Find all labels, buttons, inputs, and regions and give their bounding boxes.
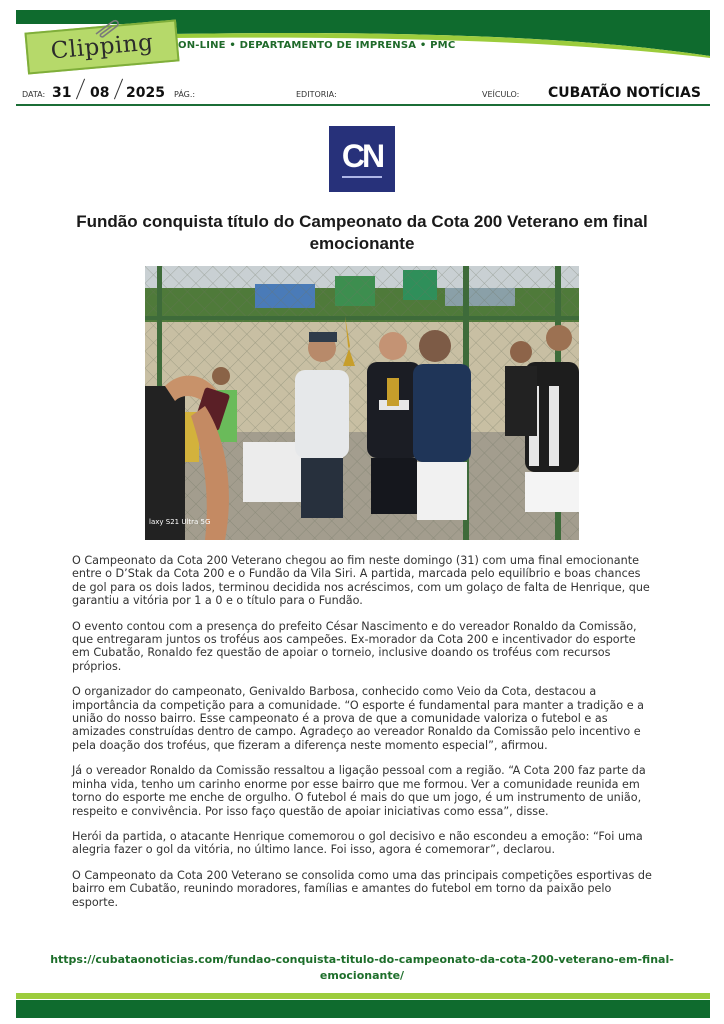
logo-underline [342, 176, 382, 178]
vehicle-label: VEÍCULO: [482, 90, 520, 99]
header-swoosh [170, 18, 710, 58]
footer-stripe [16, 1000, 710, 1018]
article-paragraph: O evento contou com a presença do prefeito César Nascimento e do vereador Ronaldo da Comissão, que entregaram juntos os troféus aos campeões. Ex-morador da Cota 200 e incentivador do esporte em Cubatão, Ronaldo fez questão de apoiar o torneio, inclusive doando os troféus com recursos próprios. [72, 619, 637, 673]
article-photo [145, 266, 579, 540]
page-label: PÁG.: [174, 90, 196, 99]
photo-camera-watermark: laxy S21 Ultra 5G [149, 518, 211, 526]
trophy-ceremony-photo [145, 266, 579, 540]
date-month: 08 [90, 85, 110, 101]
clipping-meta-row [22, 84, 712, 104]
article-paragraph: O Campeonato da Cota 200 Veterano chegou ao fim neste domingo (31) com uma final emocionante entre o D’Stak da Cota 200 e o Fundão da Vila Siri. A partida, marcada pelo equilíbrio e boas chances de gol para os dois lados, terminou decidida nos acréscimos, com um golaço de falta de Henrique, que garantiu a vitória por 1 a 0 e o título para o Fundão. [72, 554, 650, 608]
source-url-link[interactable]: https://cubataonoticias.com/fundao-conquista-titulo-do-campeonato-da-cota-200-veterano-em-final-emocionante/ [50, 953, 674, 982]
department-line: ON-LINE • DEPARTAMENTO DE IMPRENSA • PMC [178, 40, 456, 51]
header-rule [16, 104, 710, 106]
date-separator [114, 79, 123, 100]
date-label: DATA: [22, 90, 46, 99]
cubatao-noticias-logo [329, 126, 395, 192]
date-day: 31 [52, 85, 72, 101]
date-year: 2025 [126, 85, 165, 101]
article-paragraph: Herói da partida, o atacante Henrique comemorou o gol decisivo e não escondeu a emoção: “Foi uma alegria fazer o gol da vitória, no último lance. Foi isso, agora é comemorar”, declarou. [72, 829, 643, 857]
paperclip-icon [92, 18, 122, 40]
article-paragraph: O Campeonato da Cota 200 Veterano se consolida como uma das principais competições esportivas de bairro em Cubatão, reunindo moradores, famílias e amantes do futebol em torno da paixão pelo esporte. [72, 868, 652, 909]
date-separator [76, 79, 85, 100]
section-label: EDITORIA: [296, 90, 337, 99]
article-paragraph: Já o vereador Ronaldo da Comissão ressaltou a ligação pessoal com a região. “A Cota 200 faz parte da minha vida, tenho um carinho enorme por esse bairro que me formou. Ver a comunidade reunida em torno do esporte me enche de orgulho. O futebol é mais do que um jogo, é um instrumento de união, respeito e convivência. Por isso faço questão de apoiar iniciativas como essa”, disse. [72, 764, 646, 818]
vehicle-name: CUBATÃO NOTÍCIAS [548, 85, 701, 101]
article-title: Fundão conquista título do Campeonato da Cota 200 Veterano em final emocionante [76, 212, 648, 253]
clipping-badge-text: Clipping [49, 29, 155, 65]
logo-mark: CN [341, 138, 383, 174]
article-paragraph: O organizador do campeonato, Genivaldo Barbosa, conhecido como Veio da Cota, destacou a importância da competição para a comunidade. “O esporte é fundamental para manter a tradição e a união do nosso bairro. Esse campeonato é a prova de que a comunidade valoriza o futebol e as amizades construídas dentro de campo. Agradeço ao vereador Ronaldo da Comissão pelo incentivo e pela doação dos troféus, que fizeram a diferença neste momento especial”, afirmou. [72, 685, 645, 752]
footer-accent-stripe [16, 993, 710, 999]
article-body [72, 554, 654, 921]
